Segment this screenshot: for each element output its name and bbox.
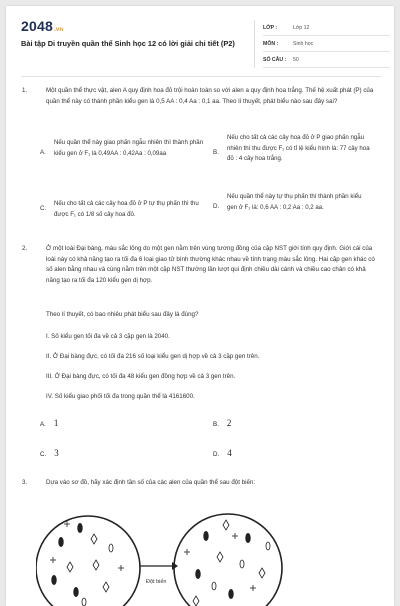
q2-option-c[interactable]: C. 3 bbox=[40, 448, 59, 458]
question-number: 2. bbox=[22, 245, 28, 252]
info-row-mon: MÔN : Sinh học bbox=[263, 36, 390, 52]
question-text: Ở một loài Đại bàng, màu sắc lông do một gen nằm trên vùng tương đồng của cặp NST giới tính quy định. Giới cái của loài này có khả năng tạo ra tối đa 6 loại giao tử bình thường khác nhau về tính trạng màu sắc lông. Hai cặp gen khác có số alen bằng nhau và cùng nằm trên một cặp NST thường lần lượt qui định chiều dài cánh và chiều cao chân có khả năng tạo ra tối đa 120 kiểu gen dị hợp. bbox=[46, 245, 375, 284]
site-logo[interactable]: 2048.vn bbox=[21, 18, 64, 34]
document-page: 2048.vn Bài tập Di truyền quần thể Sinh học 12 có lời giải chi tiết (P2) LỚP : Lớp 12 MÔN : Sinh học SỐ CÂU : 50 1. Một quần thể thực vật, alen A quy định hoa đỏ trội hoàn toàn so với alen a quy định hoa trắng. Thế hệ xuất phát (P) của quần thể này có thành phần kiểu gen là 0,5 AA : 0,4 Aa : 0,1 aa. Theo lí thuyết, phát biểu nào sau đây sai? A. Nếu quần thể này giao phấn ngẫu nhiên thì thành phần kiểu gen ở F₁ là 0,49AA : 0,42Aa : 0,09aa B. Nếu cho tất cả các cây hoa đỏ ở P giao phấn ngẫu nhiên thì thu được F₁ có tỉ lệ kiểu hình là: 77 cây hoa đỏ : 4 cây hoa trắng. C. Nếu cho tất cả các cây hoa đỏ ở P tự thụ phấn thì thu được F₁ có 1/8 số cây hoa đỏ. D. Nếu quần thể này tự thụ phấn thì thành phần kiểu gen ở F₁ là: 0,6 AA : 0,2 Aa : 0,2 aa. 2. Ở một loài Đại bàng, màu sắc lông do một gen nằm trên vùng tương đồng của cặp NST giới tính quy định. Giới cái của loài này có khả năng tạo ra tối đa 6 loại giao tử bình thường khác nhau về tính trạng màu sắc lông. Hai cặp gen khác có số alen bằng nhau và cùng nằm trên một cặp NST thường lần lượt qui định chiều dài cánh và chiều cao chân có khả năng tạo ra tối đa 120 kiểu gen dị hợp. Theo lí thuyết, có bao nhiêu phát biểu sau đây là đúng? I. Số kiểu gen tối đa về cả 3 cặp gen là 2040. II. Ở Đại bàng đực, có tối đa 216 số loại kiểu gen dị hợp về cả 3 cặp gen trên. III. Ở Đại bàng đực, có tối đa 48 kiểu gen đồng hợp về cả 3 gen trên. IV. Số kiểu giao phối tối đa trong quần thể là 4161600. A. 1 B. 2 C. 3 D. 4 3. Dựa vào sơ đồ, hãy xác định tần số của các alen của quần thể sau đột biến: Đột biến bbox=[6, 6, 394, 606]
statement-3: III. Ở Đại bàng đực, có tối đa 48 kiểu gen đồng hợp về cả 3 gen trên. bbox=[46, 373, 236, 380]
population-before-circle bbox=[36, 516, 140, 606]
header-divider bbox=[21, 76, 381, 77]
info-row-so-cau: SỐ CÂU : 50 bbox=[263, 52, 390, 68]
q2-option-a[interactable]: A. 1 bbox=[40, 418, 59, 428]
mutation-diagram bbox=[36, 506, 376, 606]
question-number: 3. bbox=[22, 479, 28, 486]
question-text: Một quần thể thực vật, alen A quy định hoa đỏ trội hoàn toàn so với alen a quy định hoa trắng. Thế hệ xuất phát (P) của quần thể này có thành phần kiểu gen là 0,5 AA : 0,4 Aa : 0,1 aa. Theo lí thuyết, phát biểu nào sau đây sai? bbox=[46, 87, 374, 105]
statement-2: II. Ở Đại bàng đực, có tối đa 216 số loại kiểu gen dị hợp về cả 3 cặp gen trên. bbox=[46, 353, 260, 360]
info-box bbox=[254, 20, 390, 68]
question-text: Dựa vào sơ đồ, hãy xác định tần số của các alen của quần thể sau đột biến: bbox=[46, 479, 256, 486]
page-title: Bài tập Di truyền quần thể Sinh học 12 có lời giải chi tiết (P2) bbox=[21, 39, 235, 48]
right-allele-symbols bbox=[184, 520, 270, 606]
arrow-label: Đột biến bbox=[146, 579, 167, 585]
q2-option-d[interactable]: D. 4 bbox=[213, 448, 232, 458]
population-after-circle bbox=[174, 514, 282, 606]
q2-option-b[interactable]: B. 2 bbox=[213, 418, 232, 428]
question-prompt: Theo lí thuyết, có bao nhiêu phát biểu sau đây là đúng? bbox=[46, 311, 199, 318]
page-header bbox=[21, 18, 381, 74]
statement-1: I. Số kiểu gen tối đa về cả 3 cặp gen là 2040. bbox=[46, 333, 170, 340]
left-allele-symbols bbox=[50, 521, 124, 606]
statement-4: IV. Số kiểu giao phối tối đa trong quần thể là 4161600. bbox=[46, 393, 195, 400]
info-row-lop: LỚP : Lớp 12 bbox=[263, 20, 390, 36]
question-number: 1. bbox=[22, 87, 28, 94]
